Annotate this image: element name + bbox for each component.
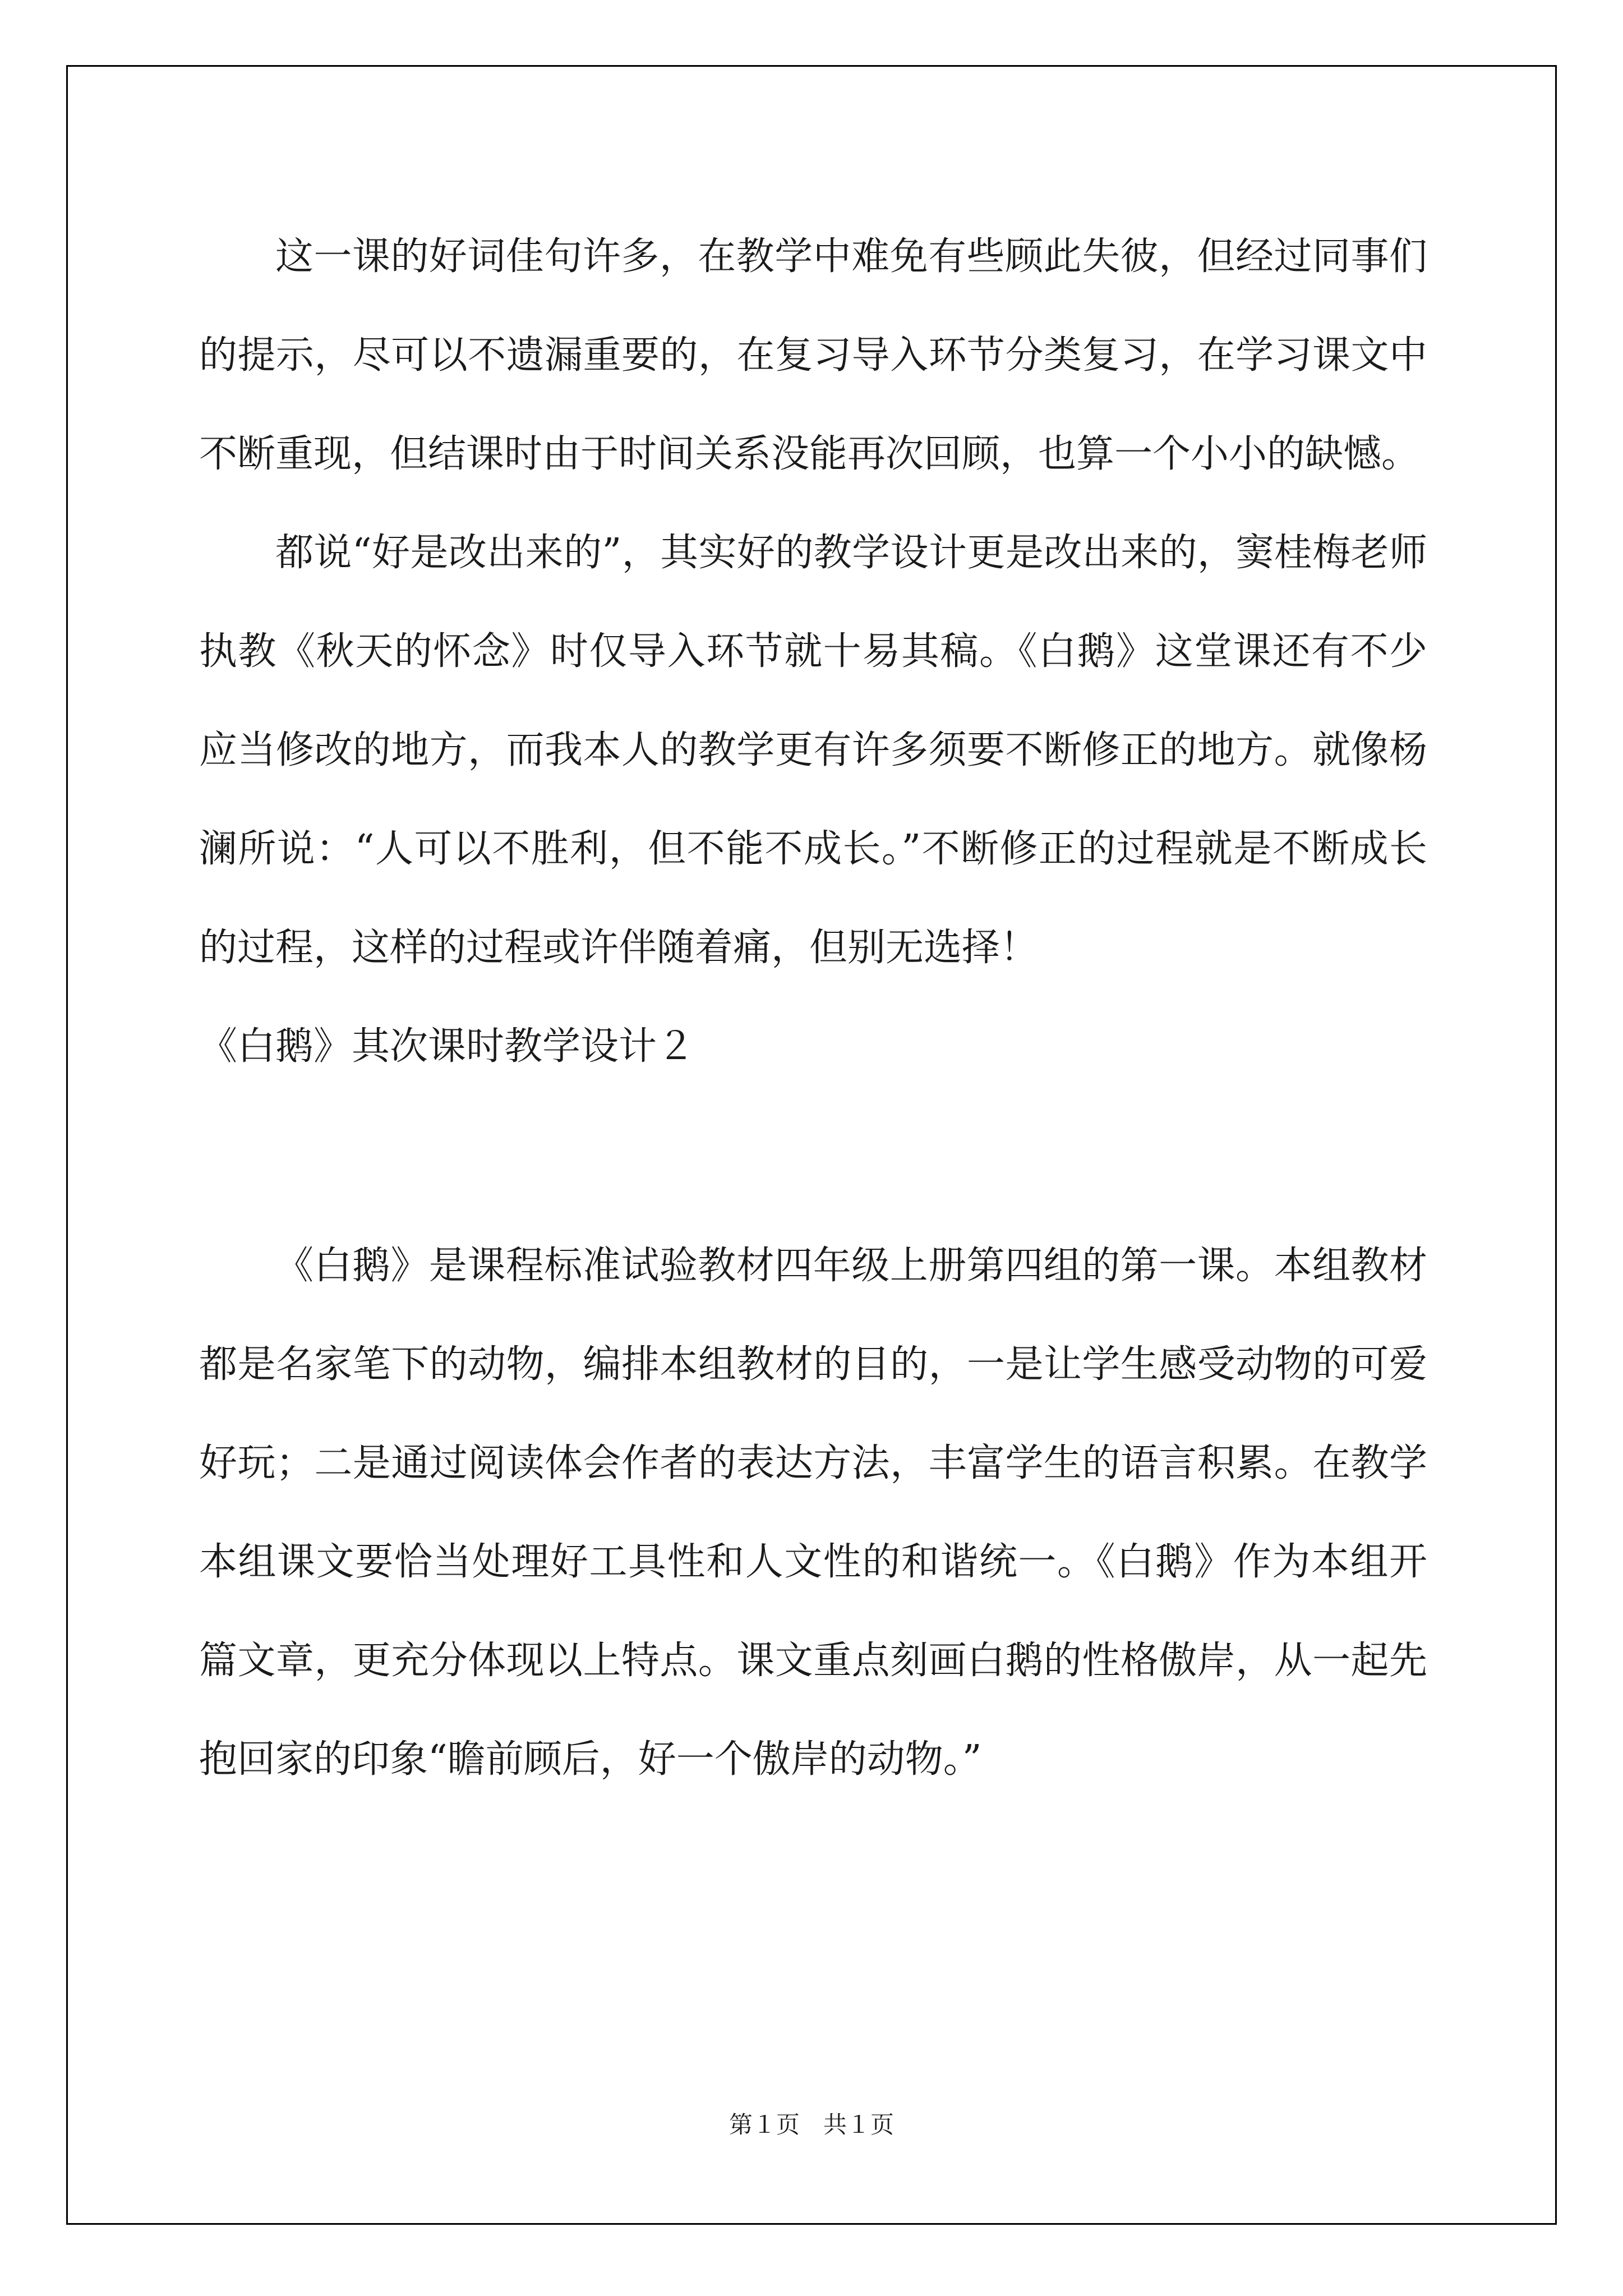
document-body [199, 208, 1427, 1809]
paragraph-1: 这一课的好词佳句许多，在教学中难免有些顾此失彼，但经过同事们的提示，尽可以不遗漏重要的，在复习导入环节分类复习，在学习课文中不断重现，但结课时由于时间关系没能再次回顾，也算一个小小的缺憾。 [199, 234, 1427, 476]
section-heading: 《白鹅》其次课时教学设计２ [199, 1024, 695, 1069]
page-number-footer: 第１页 共１页 [728, 2111, 894, 2138]
paragraph-3: 《白鹅》是课程标准试验教材四年级上册第四组的第一课。本组教材都是名家笔下的动物，编排本组教材的目的，一是让学生感受动物的可爱好玩；二是通过阅读体会作者的表达方法，丰富学生的语言积累。在教学本组课文要恰当处理好工具性和人文性的和谐统一。《白鹅》作为本组开篇文章，更充分体现以上特点。课文重点刻画白鹅的性格傲岸，从一起先抱回家的印象“瞻前顾后，好一个傲岸的动物。” [199, 1244, 1427, 1782]
paragraph-2: 都说“好是改出来的”，其实好的教学设计更是改出来的，窦桂梅老师执教《秋天的怀念》时仅导入环节就十易其稿。《白鹅》这堂课还有不少应当修改的地方，而我本人的教学更有许多须要不断修正的地方。就像杨澜所说：“人可以不胜利，但不能不成长。”不断修正的过程就是不断成长的过程，这样的过程或许伴随着痛，但别无选择！ [199, 531, 1427, 970]
